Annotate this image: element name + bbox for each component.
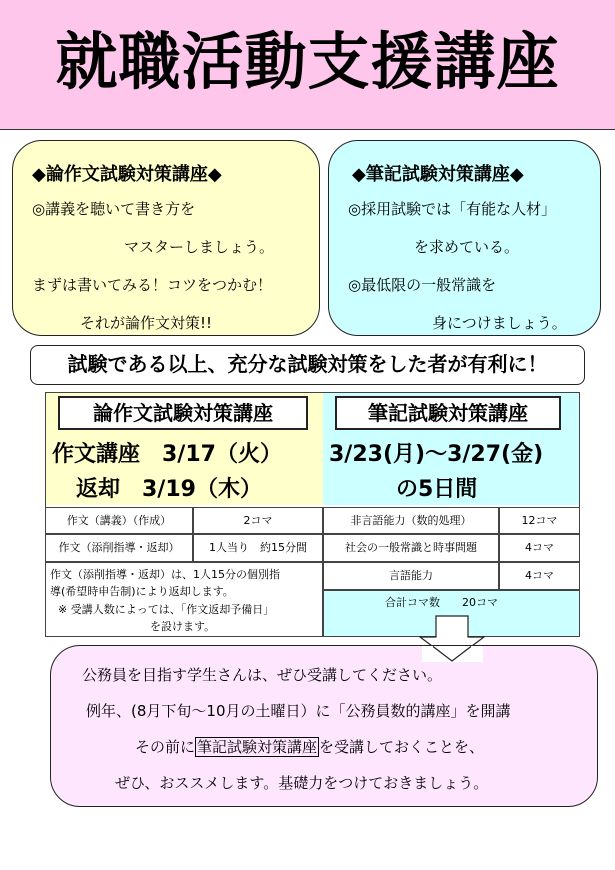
essay-bubble-line: まずは書いてみる！コツをつかむ！ — [32, 276, 273, 294]
table-cell: 作文（講義）（作成） — [45, 507, 193, 534]
essay-bubble-line: マスターしましょう。 — [124, 238, 275, 256]
table-cell: 2コマ — [193, 507, 323, 534]
highlighted-course-name: 筆記試験対策講座 — [197, 738, 318, 756]
page-title: 就職活動支援講座 — [55, 25, 560, 98]
table-cell: 言語能力 — [323, 562, 499, 590]
footer-line: 公務員を目指す学生さんは、ぜひ受講してください。 — [82, 666, 443, 684]
written-course-title: 筆記試験対策講座 — [335, 396, 561, 430]
essay-course-title: 論作文試験対策講座 — [58, 396, 308, 430]
total-slots: 合計コマ数 20コマ — [385, 596, 498, 609]
table-cell: 1人当り 約15分間 — [193, 534, 323, 562]
table-cell: 社会の一般常識と時事問題 — [323, 534, 499, 562]
table-cell: 4コマ — [499, 534, 580, 562]
footer-line: 例年、(8月下旬～10月の土曜日）に「公務員数的講座」を開講 — [86, 702, 511, 720]
table-cell: 12コマ — [499, 507, 580, 534]
written-bubble-line: ◎採用試験では「有能な人材」 — [348, 200, 557, 218]
slogan-banner: 試験である以上、充分な試験対策をした者が有利に！ — [30, 345, 585, 385]
footer-text: その前に — [135, 738, 196, 756]
table-cell: 4コマ — [499, 562, 580, 590]
essay-bubble-line: ◎講義を聴いて書き方を — [32, 200, 196, 218]
essay-bubble-line: それが論作文対策!! — [80, 314, 213, 332]
footer-text: を受講しておくことを、 — [319, 738, 485, 756]
footer-line: ぜひ、おススメします。基礎力をつけておきましょう。 — [115, 774, 489, 792]
essay-note-line: 導(希望時申告制)により返却します。 — [50, 585, 234, 598]
arrow-tip — [418, 615, 486, 663]
written-course-dates: 3/23(月)～3/27(金) — [329, 442, 544, 467]
written-course-duration: の5日間 — [396, 477, 478, 502]
written-bubble-line: ◎最低限の一般常識を — [348, 276, 497, 294]
written-bubble-line: を求めている。 — [414, 238, 520, 256]
written-bubble-heading: ◆筆記試験対策講座◆ — [352, 164, 524, 185]
table-cell: 非言語能力（数的処理） — [323, 507, 499, 534]
essay-note-line: 作文（添削指導・返却）は、1人15分の個別指 — [50, 568, 280, 581]
written-bubble-line: 身につけましょう。 — [432, 314, 567, 332]
essay-bubble-heading: ◆論作文試験対策講座◆ — [32, 164, 222, 185]
essay-note-line: ※ 受講人数によっては、「作文返却予備日」 — [58, 603, 275, 616]
essay-course-date: 作文講座 3/17（火） — [52, 442, 282, 467]
essay-note-line: を設けます。 — [150, 620, 216, 633]
essay-return-date: 返却 3/19（木） — [76, 477, 262, 502]
table-cell: 作文（添削指導・返却） — [45, 534, 193, 562]
footer-line — [135, 736, 484, 757]
